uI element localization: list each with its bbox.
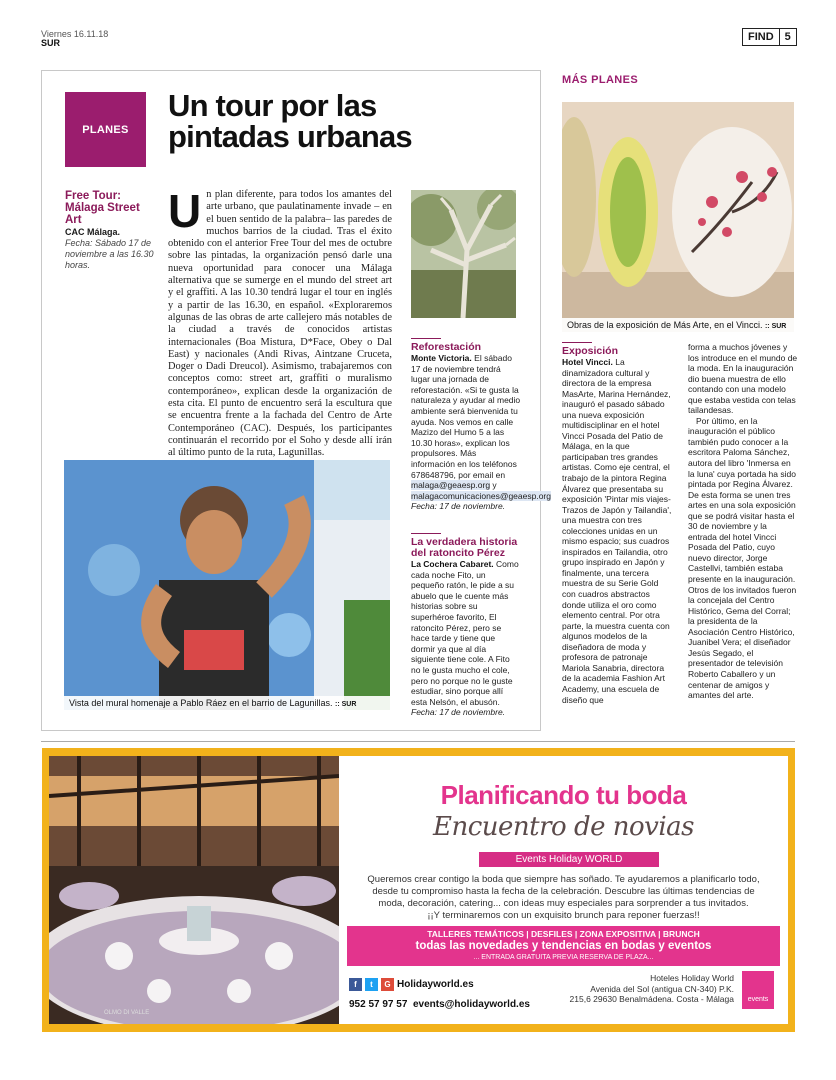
event-date: Fecha: Sábado 17 de noviembre a las 16.30 horas. xyxy=(65,238,154,270)
exhibition-caption-text: Obras de la exposición de Más Arte, en el Vincci. xyxy=(567,320,763,330)
entry-line: ... ENTRADA GRATUITA PREVIA RESERVA DE PLAZA... xyxy=(473,954,654,961)
hotel-address xyxy=(544,973,734,1005)
mural-caption xyxy=(64,696,390,710)
headline-line-2: pintadas urbanas xyxy=(168,119,412,154)
exposicion-body-1: La dinamizadora cultural y directora de la empresa MasArte, Marina Hernández, inauguró el pasado sábado una nueva exposición multidisciplinar en el hotel Vincci Posada del Patio de Málaga, en la que participaban tres grandes artistas. Como eje central, el trabajo de la pintora Regina Álvarez que presentaba su exposición 'Pintar mis viajes-Trazos de Japón y Tailandia', una muestra con tres colecciones unidas en un mismo espacio; sus cuadros inspirados en Tailandia, otro grupo inspirado en Japón y finalmente, una tercera muestra de su Serie Gold con cuadros abstractos donde utiliza el oro como elemento central. Por otra parte, la muestra cuenta con algunos modelos de la diseñadora de moda y profesora de patronaje Mariola Sanabria, directora de la academia Fashion Art Academy, una escuela de diseño que xyxy=(562,357,672,705)
exposicion-column-2 xyxy=(688,342,798,701)
twitter-icon[interactable]: t xyxy=(365,978,378,991)
ad-description-text: Queremos crear contigo la boda que siempre has soñado. Te ayudaremos a planificarlo todo, desde tu compromiso hasta la fecha de la celebración. Descubre las últimas tendencias de moda, decoración, catering... con ideas muy especiales para sorprender a tus invitados. xyxy=(367,874,760,909)
facebook-icon[interactable]: f xyxy=(349,978,362,991)
exposicion-venue: Hotel Vincci. xyxy=(562,357,613,367)
email-link[interactable]: events@holidayworld.es xyxy=(412,999,530,1010)
reforestacion-title: Reforestación xyxy=(411,341,482,353)
reforestacion-text xyxy=(411,353,551,501)
headline-line-1: Un tour por las xyxy=(168,88,377,123)
reforestacion-date: Fecha: 17 de noviembre. xyxy=(411,501,506,512)
ad-features-band xyxy=(347,926,780,966)
tree-photo xyxy=(411,190,516,318)
address-line-2: Avenida del Sol (antigua CN-340) P.K. xyxy=(590,983,734,994)
divider xyxy=(41,741,795,742)
ad-inner xyxy=(49,756,788,1024)
google-plus-icon[interactable]: G xyxy=(381,978,394,991)
exposicion-body-2b: Por último, en la inauguración el público también pudo conocer a la escritora Paloma Sánchez, autora del libro 'Inmersa en la luna' cuya portada ha sido pintada por Regina Álvarez. De esta forma se unen tres artes en una sola exposición que se podrá visitar hasta el 30 de noviembre y la entrada del hotel Vincci Posada del Patio, cuyo nuevo director, Jorge Castellvi, también estaba presente en la inauguración. Otros de los invitados fueron la concejala del Centro Histórico, Gema del Corral; la presidenta de la Asociación Centro Histórico, Juanibel Vera; el diseñador Jesús Segado, el presentador de televisión Roberto Caballero y un centenar de amigos y amantes del arte. xyxy=(688,415,797,701)
mural-caption-text: Vista del mural homenaje a Pablo Ráez en el barrio de Lagunillas. xyxy=(69,698,333,708)
exposicion-text-1 xyxy=(562,357,672,705)
phone-number[interactable]: 952 57 97 57 xyxy=(349,999,408,1010)
divider xyxy=(411,533,441,534)
exposicion-column-1 xyxy=(562,342,672,705)
section-name: FIND xyxy=(748,31,774,43)
ad-description xyxy=(359,874,768,922)
raton-block xyxy=(411,533,521,718)
reforestacion-body: El sábado 17 de noviembre tendrá lugar una jornada de reforestación. «Si te gusta la naturaleza y ayudar al medio ambiente será bienvenida tu ayuda. Nos vemos en calle Mazizo del Humo 5 a las 10.30 horas», explican los propulsores. Más información en los teléfonos 678648796, por email en xyxy=(411,353,521,480)
ad-contact xyxy=(349,999,530,1010)
raton-date: Fecha: 17 de noviembre. xyxy=(411,707,506,718)
section-tab xyxy=(742,28,797,46)
event-title: Free Tour: Málaga Street Art xyxy=(65,190,140,226)
ad-subtitle: Encuentro de novias xyxy=(433,812,694,842)
email-link-1[interactable]: malaga@geaesp.org xyxy=(411,480,491,491)
wedding-ad xyxy=(42,748,795,1032)
social-links xyxy=(349,978,474,991)
ad-title: Planificando tu boda xyxy=(440,780,687,810)
exhibition-photo xyxy=(562,102,794,332)
address-line-3: 215,6 29630 Benalmádena. Costa - Málaga xyxy=(569,994,734,1004)
ad-description-brunch: ¡¡Y terminaremos con un exquisito brunch para reponer fuerzas!! xyxy=(427,910,700,921)
photo-credit: :: SUR xyxy=(764,323,787,330)
mas-planes-heading: MÁS PLANES xyxy=(562,74,639,86)
events-logo: events xyxy=(742,971,774,1009)
divider xyxy=(411,338,441,339)
raton-title: La verdadera historia del ratoncito Pérez xyxy=(411,536,518,559)
features-line: TALLERES TEMÁTICOS | DESFILES | ZONA EXPOSITIVA | BRUNCH xyxy=(427,929,700,939)
event-info xyxy=(65,190,159,271)
reforestacion-block xyxy=(411,338,551,512)
section-badge: PLANES xyxy=(65,92,146,167)
issue-date: Viernes 16.11.18 xyxy=(41,29,109,39)
address-line-1: Hoteles Holiday World xyxy=(650,973,734,983)
ad-content xyxy=(339,756,788,1024)
article-body xyxy=(168,185,392,460)
exhibition-caption xyxy=(562,318,794,332)
reforestacion-venue: Monte Victoria. xyxy=(411,353,472,363)
banquet-photo xyxy=(49,756,339,1024)
drop-cap: U xyxy=(168,185,202,237)
page-number: 5 xyxy=(779,29,796,45)
conjunction: y xyxy=(492,480,497,491)
exposicion-body-2a: forma a muchos jóvenes y los introduce en el mundo de la moda. En la inauguración dio buena muestra de ello contando con una modelo que estaba vestida con telas tailandesas. xyxy=(688,342,798,416)
raton-text xyxy=(411,559,521,707)
raton-body: Como cada noche Fito, un pequeño ratón, le pide a su abuelo que le cuente más historias sobre su superhéroe favorito, El ratoncito Pérez, pero se hace tarde y tiene que dormir ya que al día siguiente tiene cole. A Fito no le gusta mucho el cole, pero no porque no le guste estudiar, sino porque allí esta Nelsón, el abusón. xyxy=(411,559,519,707)
headline xyxy=(168,90,528,152)
trends-line: todas las novedades y tendencias en bodas y eventos xyxy=(415,940,712,952)
article-body-text: n plan diferente, para todos los amantes del arte urbano, que paulatinamente invade – en el buen sentido de la palabra– las paredes de muchos barrios de la ciudad. Tras el éxito obtenido con el anterior Free Tour del mes de octubre sobre las pintadas, la organización pensó darle una nueva oportunidad para conocer una Málaga alternativa que se sumerge en el mundo del street art y el graffiti. A las 10.30 tendrá lugar el tour en inglés y a partir de las 16.30, en español. «Exploraremos algunas de las obras de arte callejero más notables de la ciudad a través de conocidos artistas internacionales (Boa Mistura, D*Face, Obey o Dal East) y nacionales (Andi Rivas, Aintzane Cruceta, Doger o Dadi Dreucol). Asimismo, trabajaremos con conceptos como: street art, graffiti o muralismo contemporáneo», explican desde la organización de esta cita. El punto de encuentro será la escultura que se encuentra frente a la fachada del Centro de Arte Contemporáneo (CAC). Después, los participantes continuarán el recorrido por el Soho y desde allí irán al último punto de la ruta, Lagunillas. xyxy=(168,189,392,459)
ad-banner: Events Holiday WORLD xyxy=(479,852,659,867)
divider xyxy=(562,342,592,343)
raton-venue: La Cochera Cabaret. xyxy=(411,559,494,569)
exposicion-title: Exposición xyxy=(562,345,619,357)
photo-watermark: OLMO DI VALLE xyxy=(104,1010,150,1016)
mural-photo xyxy=(64,460,390,710)
event-venue: CAC Málaga. xyxy=(65,227,121,237)
email-link-2[interactable]: malagacomunicaciones@geaesp.org xyxy=(411,490,551,501)
paper-name: SUR xyxy=(41,38,61,48)
photo-credit: :: SUR xyxy=(335,701,357,708)
website-link[interactable]: Holidayworld.es xyxy=(397,979,474,990)
